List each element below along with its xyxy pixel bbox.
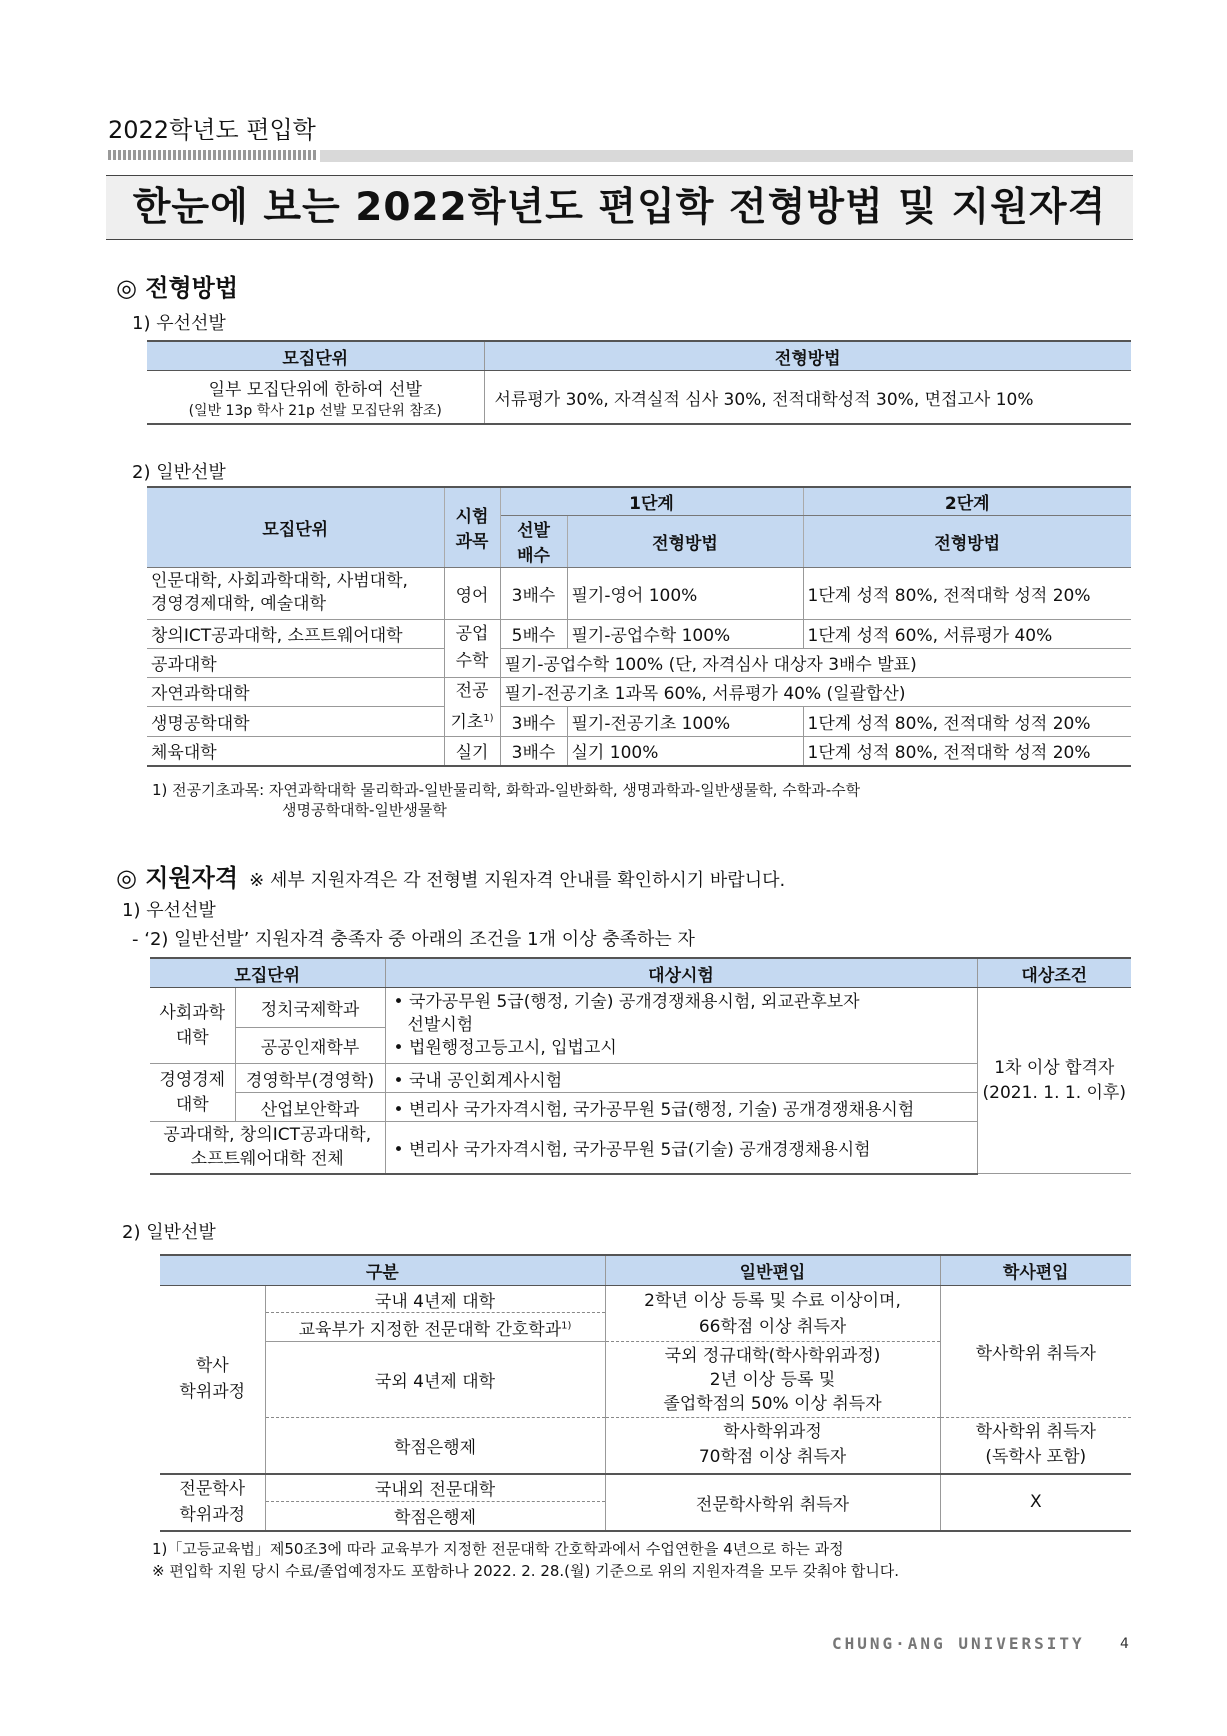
method2-cell: 1단계 성적 60%, 서류평가 40% bbox=[803, 619, 1131, 648]
bachelor-cell: X bbox=[940, 1474, 1131, 1531]
multiple-cell: 3배수 bbox=[500, 567, 567, 619]
section-heading-method: ◎ 전형방법 bbox=[116, 274, 239, 302]
row-credit-bank-associate: 학점은행제 bbox=[265, 1502, 605, 1531]
group-associate: 전문학사 학위과정 bbox=[160, 1474, 265, 1531]
exam-item: • 국내 공인회계사시험 bbox=[394, 1071, 563, 1091]
subject-eng-math: 공업 수학 bbox=[444, 619, 500, 677]
row-credit-bank: 학점은행제 bbox=[265, 1418, 605, 1474]
page-number: 4 bbox=[1120, 1636, 1129, 1652]
th-unit: 모집단위 bbox=[150, 958, 385, 988]
unit-natural-science: 자연과학대학 bbox=[147, 677, 444, 707]
method2-cell: 1단계 성적 80%, 전적대학 성적 20% bbox=[803, 567, 1131, 619]
exam-cell bbox=[385, 1093, 977, 1122]
th-unit: 모집단위 bbox=[147, 487, 444, 567]
section-heading-qualification bbox=[116, 858, 785, 893]
th-stage1: 1단계 bbox=[500, 487, 803, 515]
method1-cell: 필기-전공기초 100% bbox=[567, 707, 803, 737]
college-social-science: 사회과학 대학 bbox=[150, 988, 235, 1064]
sub-heading-general: 2) 일반선발 bbox=[132, 462, 226, 483]
th-condition: 대상조건 bbox=[977, 958, 1131, 988]
th-multiple: 선발 배수 bbox=[500, 515, 567, 567]
footnote-nursing: 1)「고등교육법」제50조3에 따라 교육부가 지정한 전문대학 간호학과에서 수업연한을 4년으로 하는 과정 bbox=[152, 1540, 844, 1558]
table-general-qualification bbox=[160, 1254, 1131, 1532]
method1-cell: 실기 100% bbox=[567, 737, 803, 766]
dept-security: 산업보안학과 bbox=[235, 1093, 385, 1122]
bachelor-cell: 학사학위 취득자 bbox=[940, 1286, 1131, 1418]
note-deadline: ※ 편입학 지원 당시 수료/졸업예정자도 포함하나 2022. 2. 28.(월) 기준으로 위의 지원자격을 모두 갖춰야 합니다. bbox=[152, 1562, 900, 1580]
row-overseas-4yr: 국외 4년제 대학 bbox=[265, 1342, 605, 1418]
method2-cell: 1단계 성적 80%, 전적대학 성적 20% bbox=[803, 737, 1131, 766]
dept-political: 정치국제학과 bbox=[235, 988, 385, 1028]
sub-heading-general-qual: 2) 일반선발 bbox=[122, 1222, 216, 1243]
general-cell: 2학년 이상 등록 및 수료 이상이며, 66학점 이상 취득자 bbox=[605, 1286, 940, 1342]
th-exam: 대상시험 bbox=[385, 958, 977, 988]
exam-item: • 변리사 국가자격시험, 국가공무원 5급(기술) 공개경쟁채용시험 bbox=[394, 1140, 871, 1160]
unit-line2: (일반 13p 학사 21p 선발 모집단위 참조) bbox=[188, 402, 442, 419]
sub-heading-priority: 1) 우선선발 bbox=[132, 313, 226, 334]
multiple-cell: 5배수 bbox=[500, 619, 567, 648]
th-method1: 전형방법 bbox=[567, 515, 803, 567]
qualification-heading: ◎ 지원자격 bbox=[116, 864, 239, 892]
unit-line1: 일부 모집단위에 한하여 선발 bbox=[208, 379, 422, 400]
dept-business: 경영학부(경영학) bbox=[235, 1064, 385, 1093]
group-bachelor: 학사 학위과정 bbox=[160, 1286, 265, 1474]
method1-cell: 필기-영어 100% bbox=[567, 567, 803, 619]
bachelor-cell: 학사학위 취득자 (독학사 포함) bbox=[940, 1418, 1131, 1474]
table-priority-qualification bbox=[150, 957, 1131, 1175]
doc-title: 2022학년도 편입학 bbox=[108, 116, 316, 144]
th-stage2: 2단계 bbox=[803, 487, 1131, 515]
sub-heading-priority-qual: 1) 우선선발 bbox=[122, 900, 216, 921]
subject-practical: 실기 bbox=[444, 737, 500, 766]
exam-item: • 변리사 국가자격시험, 국가공무원 5급(행정, 기술) 공개경쟁채용시험 bbox=[394, 1100, 915, 1120]
th-method: 전형방법 bbox=[484, 341, 1131, 371]
general-cell: 학사학위과정 70학점 이상 취득자 bbox=[605, 1418, 940, 1474]
condition-cell: 1차 이상 합격자 (2021. 1. 1. 이후) bbox=[977, 988, 1131, 1174]
table-priority-method bbox=[147, 340, 1131, 425]
th-method2: 전형방법 bbox=[803, 515, 1131, 567]
th-unit: 모집단위 bbox=[147, 341, 484, 371]
exam-cell bbox=[385, 988, 977, 1064]
unit-ict: 창의ICT공과대학, 소프트웨어대학 bbox=[147, 619, 444, 648]
row-nursing bbox=[265, 1313, 605, 1342]
th-subject: 시험 과목 bbox=[444, 487, 500, 567]
footnotes-bottom bbox=[152, 1538, 899, 1582]
merged-method-cell: 필기-전공기초 1과목 60%, 서류평가 40% (일괄합산) bbox=[500, 677, 1131, 707]
footer-university: CHUNG·ANG UNIVERSITY bbox=[832, 1634, 1085, 1653]
college-business: 경영경제 대학 bbox=[150, 1064, 235, 1122]
row-nursing-text: 교육부가 지정한 전문대학 간호학과 bbox=[298, 1319, 562, 1340]
cell-method: 서류평가 30%, 자격실적 심사 30%, 전적대학성적 30%, 면접고사 10% bbox=[484, 371, 1131, 425]
header-scribble bbox=[108, 150, 318, 160]
th-type: 구분 bbox=[160, 1255, 605, 1286]
footnote-line1: 1) 전공기초과목: 자연과학대학 물리학과-일반물리학, 화학과-일반화학, 생명과학과-일반생물학, 수학과-수학 bbox=[152, 781, 861, 799]
exam-item: • 법원행정고등고시, 입법고시 bbox=[394, 1037, 977, 1060]
unit-biotech: 생명공학대학 bbox=[147, 707, 444, 737]
unit-engineering: 공과대학 bbox=[147, 648, 444, 677]
unit-humanities: 인문대학, 사회과학대학, 사범대학, 경영경제대학, 예술대학 bbox=[147, 567, 444, 619]
exam-cell bbox=[385, 1064, 977, 1093]
exam-item: • 국가공무원 5급(행정, 기술) 공개경쟁채용시험, 외교관후보자 선발시험 bbox=[394, 991, 977, 1037]
main-title-box bbox=[106, 175, 1133, 240]
priority-qual-desc: - ‘2) 일반선발’ 지원자격 충족자 중 아래의 조건을 1개 이상 충족하는 자 bbox=[132, 929, 695, 950]
multiple-cell: 3배수 bbox=[500, 737, 567, 766]
header-bar bbox=[320, 150, 1133, 162]
subject-major-basic-text: 전공 기초 bbox=[450, 680, 489, 733]
row-domestic-overseas-college: 국내외 전문대학 bbox=[265, 1474, 605, 1502]
th-bachelor: 학사편입 bbox=[940, 1255, 1131, 1286]
subject-major-basic bbox=[444, 677, 500, 737]
footnote-major-basic bbox=[152, 780, 860, 820]
row-domestic-4yr: 국내 4년제 대학 bbox=[265, 1286, 605, 1313]
table-general-method bbox=[147, 486, 1131, 767]
exam-cell bbox=[385, 1122, 977, 1174]
footnote-marker: 1) bbox=[483, 712, 494, 724]
method1-cell: 필기-공업수학 100% bbox=[567, 619, 803, 648]
merged-method-cell: 필기-공업수학 100% (단, 자격심사 대상자 3배수 발표) bbox=[500, 648, 1131, 677]
cell-unit bbox=[147, 371, 484, 425]
method2-cell: 1단계 성적 80%, 전적대학 성적 20% bbox=[803, 707, 1131, 737]
footnote-marker: 1) bbox=[561, 1319, 572, 1331]
qualification-note: ※ 세부 지원자격은 각 전형별 지원자격 안내를 확인하시기 바랍니다. bbox=[249, 870, 786, 891]
multiple-cell: 3배수 bbox=[500, 707, 567, 737]
unit-sports: 체육대학 bbox=[147, 737, 444, 766]
main-title: 한눈에 보는 2022학년도 편입학 전형방법 및 지원자격 bbox=[132, 185, 1107, 230]
th-general: 일반편입 bbox=[605, 1255, 940, 1286]
dept-public-talent: 공공인재학부 bbox=[235, 1028, 385, 1064]
college-engineering-all: 공과대학, 창의ICT공과대학, 소프트웨어대학 전체 bbox=[150, 1122, 385, 1174]
general-cell: 국외 정규대학(학사학위과정) 2년 이상 등록 및 졸업학점의 50% 이상 취득자 bbox=[605, 1342, 940, 1418]
general-cell: 전문학사학위 취득자 bbox=[605, 1474, 940, 1531]
footnote-line2: 생명공학대학-일반생물학 bbox=[282, 801, 447, 819]
subject-english: 영어 bbox=[444, 567, 500, 619]
